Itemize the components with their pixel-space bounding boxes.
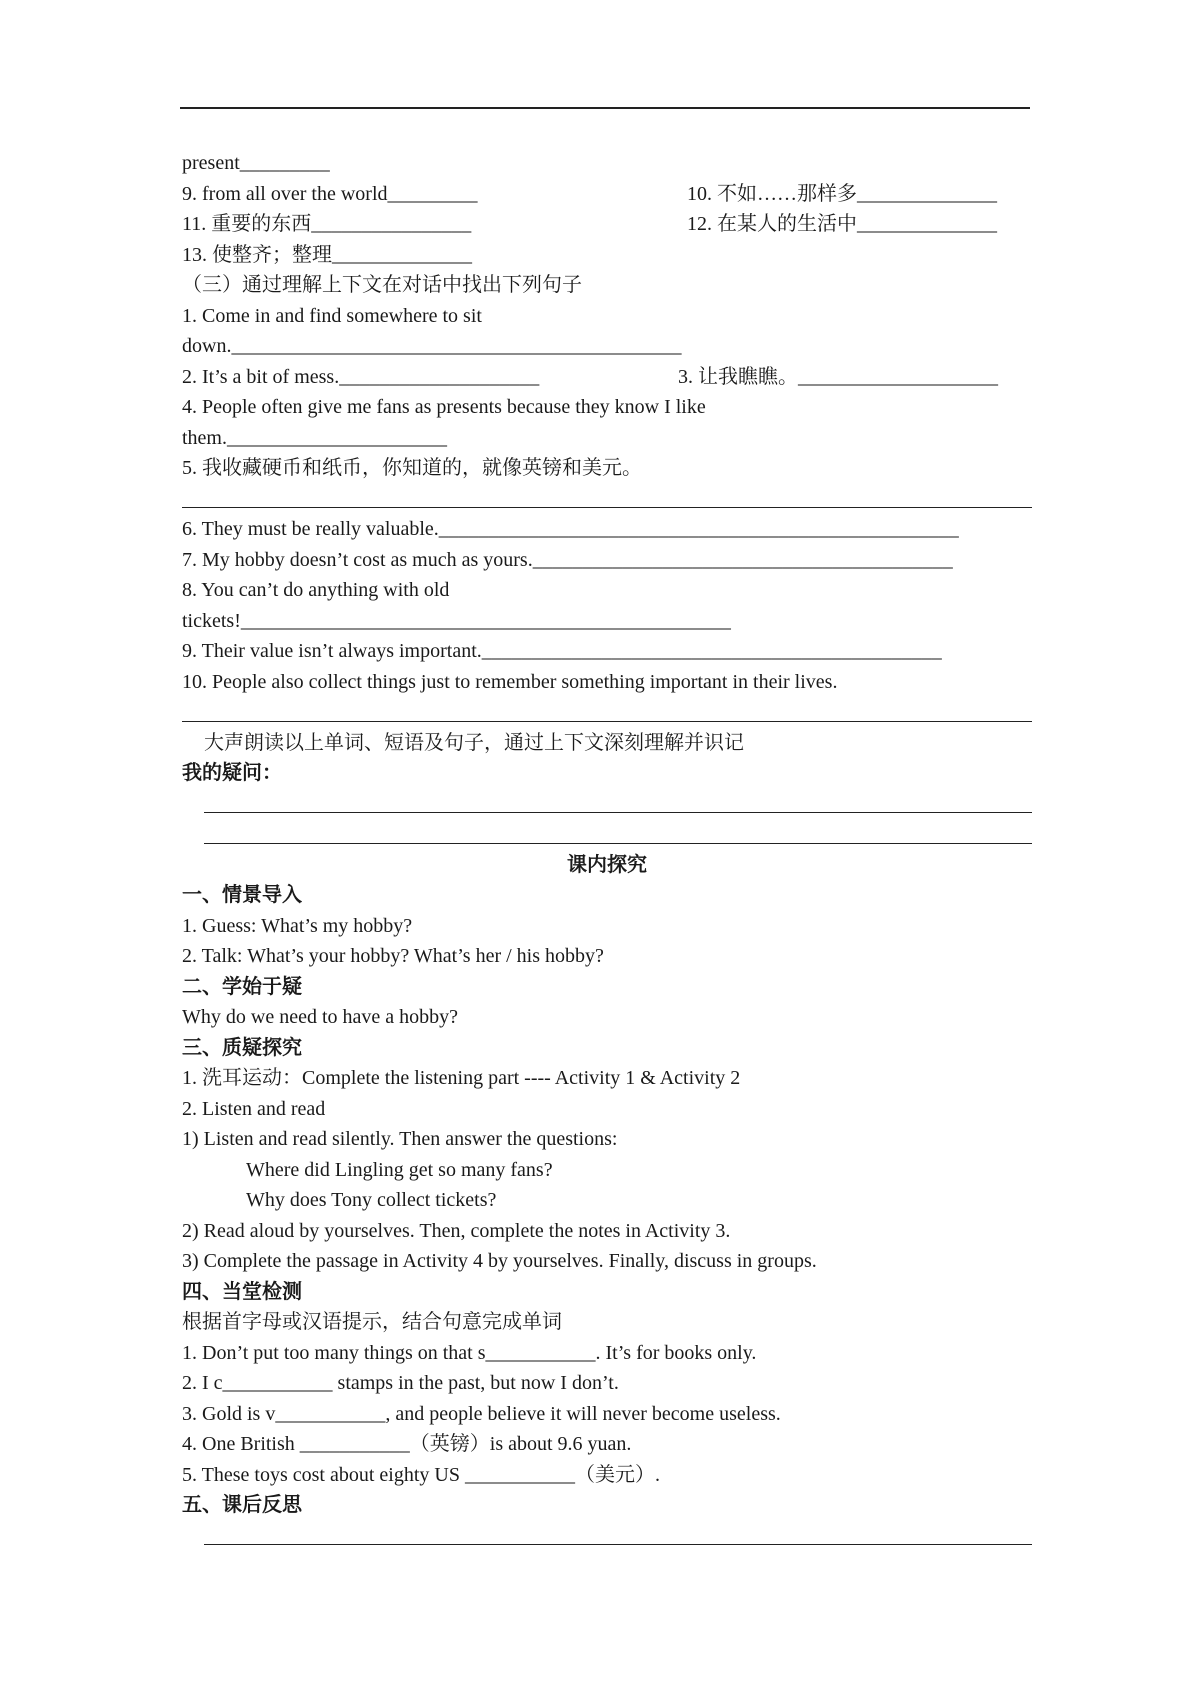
answer-blank-10[interactable] xyxy=(182,697,1032,728)
answer-line xyxy=(182,507,1032,508)
part4-item-1: 1. Don’t put too many things on that s___________. It’s for books only. xyxy=(182,1341,757,1364)
answer-line xyxy=(182,721,1032,722)
sentence-8b: tickets!_________________________________________________ xyxy=(182,609,731,632)
part2-title: 二、学始于疑 xyxy=(182,975,302,998)
part3-sub-1: 1) Listen and read silently. Then answer the questions: xyxy=(182,1128,618,1150)
sentence-1a: 1. Come in and find somewhere to sit xyxy=(182,304,482,327)
part1-item-1: 1. Guess: What’s my hobby? xyxy=(182,914,413,937)
part1-title: 一、情景导入 xyxy=(182,884,302,906)
vocab-row-11-12 xyxy=(182,209,1032,240)
part1-item-2: 2. Talk: What’s your hobby? What’s her / his hobby? xyxy=(182,945,604,967)
reflection-blank[interactable] xyxy=(182,1521,1032,1552)
part4-instruction: 根据首字母或汉语提示，结合句意完成单词 xyxy=(182,1311,562,1333)
part3-item-2: 2. Listen and read xyxy=(182,1097,326,1120)
my-questions-label: 我的疑问： xyxy=(182,762,282,784)
part4-title: 四、当堂检测 xyxy=(182,1280,302,1303)
answer-line xyxy=(204,843,1032,844)
part4-item-5: 5. These toys cost about eighty US ___________（美元）. xyxy=(182,1463,660,1486)
part3-title: 三、质疑探究 xyxy=(182,1036,302,1059)
part5-title: 五、课后反思 xyxy=(182,1494,302,1516)
part4-item-4: 4. One British ___________（英镑）is about 9.6 yuan. xyxy=(182,1433,632,1455)
sentence-4b: them.______________________ xyxy=(182,426,447,449)
read-aloud-instruction: 大声朗读以上单词、短语及句子，通过上下文深刻理解并识记 xyxy=(204,731,744,754)
part2-question: Why do we need to have a hobby? xyxy=(182,1006,459,1028)
vocab-line-present: present_________ xyxy=(182,152,330,174)
class-section-title: 课内探究 xyxy=(567,853,647,876)
answer-blank-5[interactable] xyxy=(182,484,1032,515)
part3-item-1: 1. 洗耳运动：Complete the listening part ---- Activity 1 & Activity 2 xyxy=(182,1067,741,1089)
sentence-row-2-3 xyxy=(182,362,1032,393)
part3-sub-2: 2) Read aloud by yourselves. Then, complete the notes in Activity 3. xyxy=(182,1219,731,1242)
vocab-item-11: 11. 重要的东西________________ xyxy=(182,213,472,235)
sentence-1b: down._____________________________________________ xyxy=(182,335,682,357)
part4-item-2: 2. I c___________ stamps in the past, but now I don’t. xyxy=(182,1372,619,1394)
sentence-6: 6. They must be really valuable.____________________________________________________ xyxy=(182,518,959,540)
sentence-9: 9. Their value isn’t always important.______________________________________________ xyxy=(182,640,942,662)
answer-line xyxy=(204,812,1032,813)
vocab-item-12: 12. 在某人的生活中______________ xyxy=(687,213,997,235)
vocab-item-9: 9. from all over the world_________ xyxy=(182,182,478,205)
sentence-5: 5. 我收藏硬币和纸币，你知道的，就像英镑和美元。 xyxy=(182,457,642,479)
sentence-10: 10. People also collect things just to remember something important in their lives. xyxy=(182,670,838,693)
sentence-8a: 8. You can’t do anything with old xyxy=(182,579,450,601)
part3-question-2: Why does Tony collect tickets? xyxy=(246,1189,497,1211)
question-blank-2[interactable] xyxy=(182,819,1032,850)
vocab-row-9-10 xyxy=(182,179,1032,210)
section-three-title: （三）通过理解上下文在对话中找出下列句子 xyxy=(182,274,582,296)
question-blank-1[interactable] xyxy=(182,789,1032,820)
sentence-4a: 4. People often give me fans as presents because they know I like xyxy=(182,396,706,418)
header-rule xyxy=(180,107,1030,109)
vocab-item-10: 10. 不如……那样多______________ xyxy=(687,182,997,205)
sentence-3: 3. 让我瞧瞧。____________________ xyxy=(678,365,998,388)
part3-sub-3: 3) Complete the passage in Activity 4 by yourselves. Finally, discuss in groups. xyxy=(182,1250,817,1272)
part3-question-1: Where did Lingling get so many fans? xyxy=(246,1158,553,1181)
worksheet-content xyxy=(182,148,1032,1551)
sentence-2: 2. It’s a bit of mess.____________________ xyxy=(182,365,540,388)
sentence-7: 7. My hobby doesn’t cost as much as yours.__________________________________________ xyxy=(182,548,953,571)
part4-item-3: 3. Gold is v___________, and people believe it will never become useless. xyxy=(182,1402,781,1425)
vocab-item-13: 13. 使整齐；整理______________ xyxy=(182,243,472,266)
answer-line xyxy=(204,1544,1032,1545)
